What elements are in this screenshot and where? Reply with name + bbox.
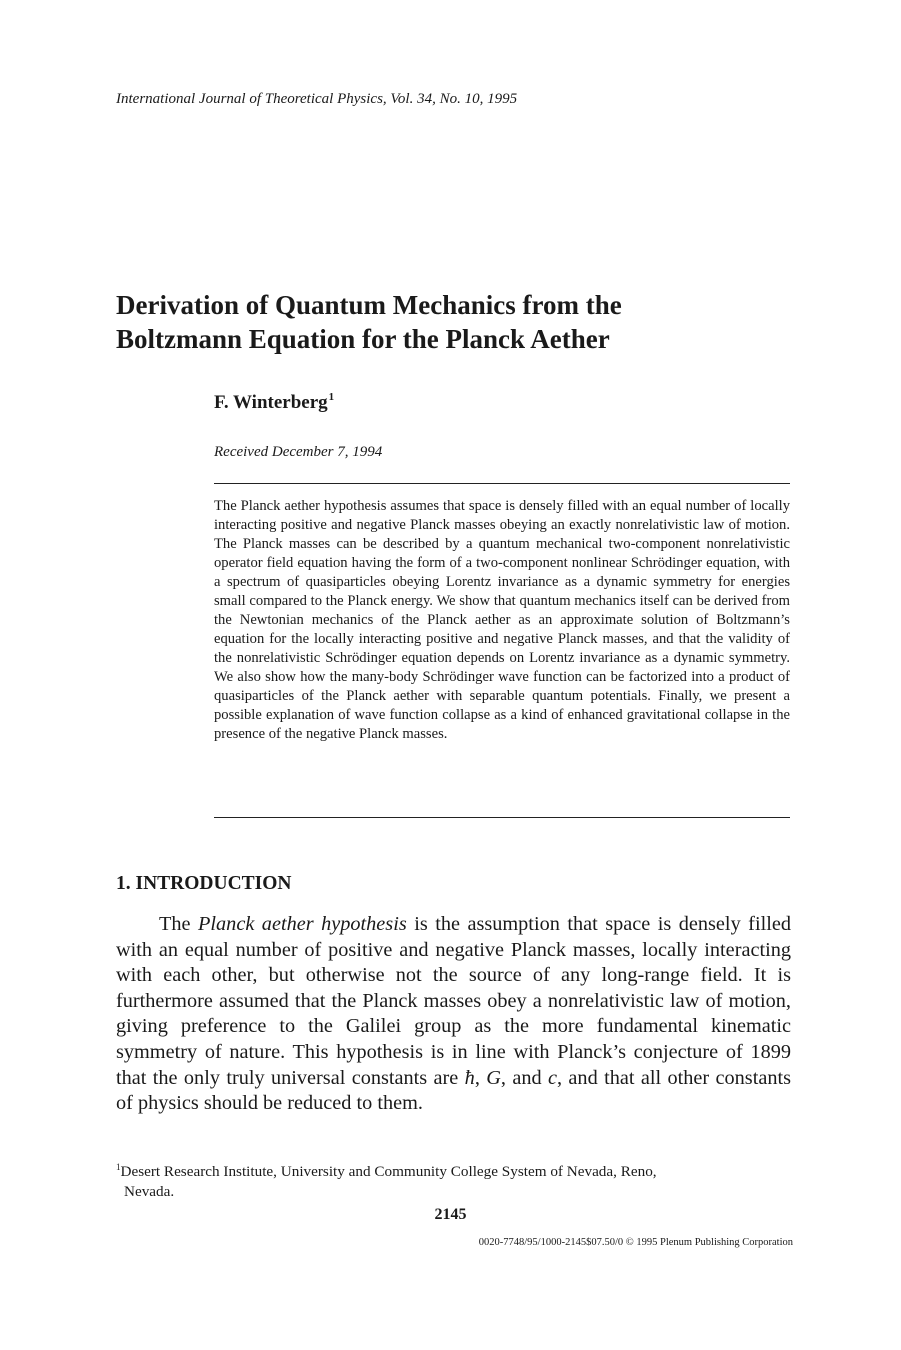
footnote-mark: 1: [116, 1162, 121, 1172]
abstract: [214, 497, 790, 744]
intro-separator-1: ,: [474, 1066, 487, 1089]
c-symbol: c: [547, 1066, 557, 1089]
footnote-line-2: Nevada.: [124, 1183, 175, 1200]
author-footnote-mark: 1: [328, 391, 335, 403]
copyright-line: 0020-7748/95/1000-2145$07.50/0 © 1995 Plenum Publishing Corporation: [478, 1237, 793, 1248]
journal-header: International Journal of Theoretical Physics, Vol. 34, No. 10, 1995: [116, 91, 518, 107]
intro-separator-2: , and: [500, 1066, 548, 1089]
section-heading: 1. INTRODUCTION: [116, 873, 292, 894]
g-symbol: G: [486, 1066, 501, 1089]
paper-title-line-1: Derivation of Quantum Mechanics from the: [116, 290, 622, 320]
hbar-symbol: ħ: [464, 1066, 475, 1089]
intro-emphasis: Planck aether hypothesis: [198, 913, 407, 935]
author: [214, 391, 334, 414]
intro-text-start: The: [159, 913, 199, 935]
intro-text-end: , and that all other constants of physics should be reduced to them.: [116, 1066, 791, 1115]
abstract-bottom-rule: [214, 817, 790, 818]
intro-text-middle: is the assumption that space is densely filled with an equal number of positive and negative Planck masses, locally interacting with each other, but otherwise not the source of any long-range field. It is furthermore assumed that the Planck masses obey a nonrelativistic law of motion, giving preference to the Galilei group as the more fundamental kinematic symmetry of nature. This hypothesis is in line with Planck’s conjecture of 1899 that the only truly universal constants are: [116, 913, 791, 1089]
paper-title: [116, 288, 816, 356]
abstract-top-rule: [214, 483, 790, 484]
abstract-text: The Planck aether hypothesis assumes that space is densely filled with an equal number of locally interacting positive and negative Planck masses obeying an exactly nonrelativistic law of motion. The Planck masses can be described by a quantum mechanical two-component nonrelativistic operator field equation having the form of a two-component nonlinear Schrödinger equation, with a spectrum of quasiparticles obeying Lorentz invariance as a dynamic symmetry for energies small compared to the Planck energy. We show that quantum mechanics itself can be derived from the Newtonian mechanics of the Planck aether as an approximate solution of Boltzmann’s equation for the locally interacting positive and negative Planck masses, and that the validity of the nonrelativistic Schrödinger equation depends on Lorentz invariance as a dynamic symmetry. We also show how the many-body Schrödinger wave function can be factorized into a product of quasiparticles of the Planck aether with separable quantum potentials. Finally, we present a possible explanation of wave function collapse as a kind of enhanced gravitational collapse in the presence of the negative Planck masses.: [214, 498, 790, 742]
paper-title-line-2: Boltzmann Equation for the Planck Aether: [116, 324, 610, 354]
page-number: 2145: [434, 1206, 467, 1223]
author-name: F. Winterberg: [214, 392, 328, 413]
footnote-line-1: Desert Research Institute, University and Community College System of Nevada, Reno,: [120, 1163, 657, 1180]
introduction-paragraph: [116, 912, 791, 1117]
footnote: [116, 1157, 792, 1202]
received-date: Received December 7, 1994: [214, 444, 383, 460]
